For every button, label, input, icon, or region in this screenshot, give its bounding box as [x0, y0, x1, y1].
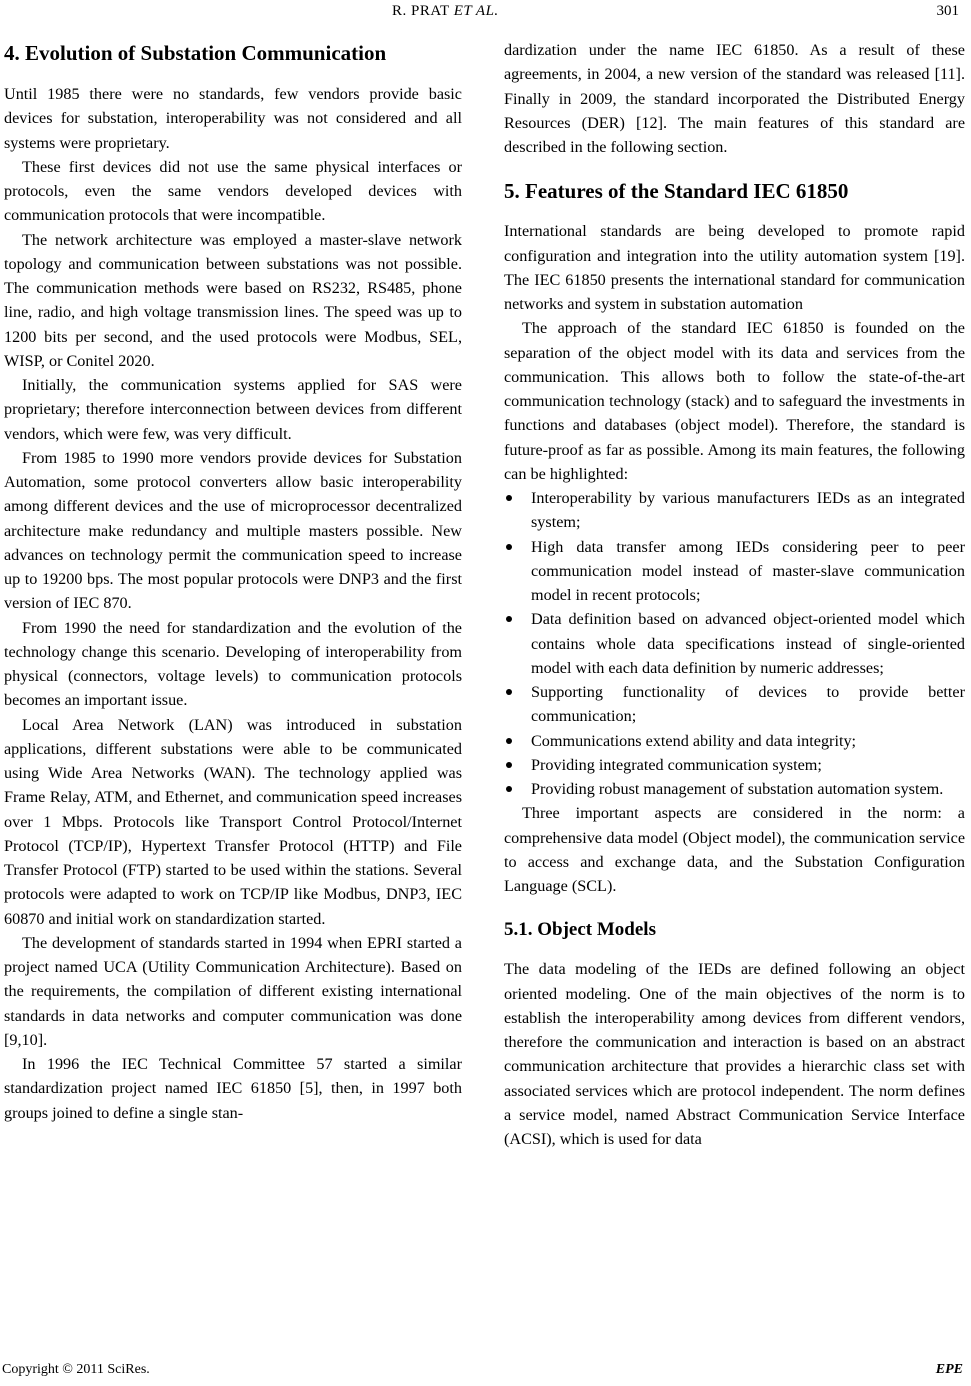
running-head-etal: ET AL.	[453, 3, 499, 19]
paragraph: These first devices did not use the same physical interfaces or protocols, even the same vendors developed devices with communication protocols that were incompatible.	[4, 157, 462, 225]
list-item	[504, 753, 965, 777]
paragraph: Three important aspects are considered in the norm: a comprehensive data model (Object model), the communication service to access and exchange data, and the Substation Configuration Language (SCL).	[504, 804, 965, 895]
paragraph: Initially, the communication systems applied for SAS were proprietary; therefore interconnection between devices from different vendors, which were few, was very difficult.	[4, 376, 462, 443]
list-item-text: High data transfer among IEDs considering peer to peer communication model instead of master-slave communication model in recent protocols;	[531, 537, 965, 604]
paragraph: Local Area Network (LAN) was introduced in substation applications, different substations were able to be communicated using Wide Area Networks (WAN). The technology applied was Frame Relay, ATM, and Ethernet, and communication speed increases over 1 Mbps. Protocols like Transport Control Protocol/Internet Protocol (TCP/IP), Hypertext Transfer Protocol (HTTP) and File Transfer Protocol (FTP) started to be used within the stations. Several protocols were adapted to work on TCP/IP like Modbus, DNP3, IEC 60870 and initial work on standardization started.	[4, 715, 462, 928]
running-head-author: R. PRAT	[392, 3, 450, 19]
list-item	[504, 680, 965, 729]
right-column	[504, 38, 965, 1151]
list-item-text: Communications extend ability and data integrity;	[531, 731, 857, 750]
page-number: 301	[936, 3, 959, 19]
list-item-text: Interoperability by various manufacturers IEDs as an integrated system;	[531, 489, 965, 532]
features-list	[504, 486, 965, 801]
list-item	[504, 535, 965, 608]
list-item-text: Supporting functionality of devices to provide better communication;	[531, 683, 965, 726]
paragraph: The development of standards started in 1994 when EPRI started a project named UCA (Utility Communication Architecture). Based on the requirements, the compilation of different existing international standards in data networks and computer communication was done [9,10].	[4, 933, 462, 1049]
left-column	[4, 38, 462, 1125]
bullet-icon	[506, 689, 512, 695]
page-header	[0, 0, 971, 24]
paragraph: International standards are being developed to promote rapid configuration and integration into the utility automation system [19]. The IEC 61850 presents the international standard for communication networks and system in substation automation	[504, 222, 965, 313]
list-item	[504, 607, 965, 680]
bullet-icon	[506, 786, 512, 792]
section-5-heading: 5. Features of the Standard IEC 61850	[504, 179, 849, 204]
paragraph: The approach of the standard IEC 61850 is founded on the separation of the object model with its data and services from the communication. This allows both to follow the state-of-the-art communication technology (stack) and to safeguard the investments in functions and databases (object model). Therefore, the standard is future-proof as far as possible. Among its main features, the following can be highlighted:	[504, 319, 965, 483]
list-item-text: Providing integrated communication system;	[531, 755, 822, 774]
copyright-notice: Copyright © 2011 SciRes.	[2, 1362, 150, 1377]
list-item	[504, 777, 965, 801]
bullet-icon	[506, 738, 512, 744]
paragraph: From 1990 the need for standardization and the evolution of the technology change this scenario. Developing of interoperability from physical (connectors, voltage levels) to communication protocols becomes an important issue.	[4, 618, 462, 710]
journal-abbreviation: EPE	[935, 1362, 963, 1377]
list-item	[504, 486, 965, 535]
paragraph: The data modeling of the IEDs are defined following an object oriented modeling. One of the main objectives of the norm is to establish the interoperability among devices from different vendors, therefore the communication and interaction is based on an abstract communication architecture that provides a hierarchic class set with associated services which are protocol independent. The norm defines a service model, named Abstract Communication Service Interface (ACSI), which is used for data	[504, 960, 965, 1148]
bullet-icon	[506, 544, 512, 550]
list-item-text: Providing robust management of substation automation system.	[531, 780, 944, 798]
section-5-1-heading: 5.1. Object Models	[504, 919, 656, 941]
list-item-text: Data definition based on advanced object-oriented model which contains whole data specifications instead of single-oriented model with each data definition by numeric addresses;	[531, 610, 965, 677]
paragraph: In 1996 the IEC Technical Committee 57 started a similar standardization project named IEC 61850 [5], then, in 1997 both groups joined to define a single stan-	[4, 1055, 462, 1122]
list-item	[504, 729, 965, 753]
paragraph: Until 1985 there were no standards, few vendors provide basic devices for substation, interoperability was not considered and all systems were proprietary.	[4, 85, 462, 152]
paragraph: The network architecture was employed a master-slave network topology and communication between substations was not possible. The communication methods were based on RS232, RS485, phone line, radio, and high voltage transmission lines. The speed was up to 1200 bits per second, and the used protocols were Modbus, SEL, WISP, or Conitel 2020.	[4, 230, 462, 370]
bullet-icon	[506, 495, 512, 501]
running-head	[392, 3, 499, 20]
paragraph-continuation: dardization under the name IEC 61850. As a result of these agreements, in 2004, a new version of the standard was released [11]. Finally in 2009, the standard incorporated the Distributed Energy Resources (DER) [12]. The main features of this standard are described in the following section.	[504, 41, 965, 156]
section-4-heading: 4. Evolution of Substation Communication	[4, 41, 387, 65]
bullet-icon	[506, 616, 512, 622]
paragraph: From 1985 to 1990 more vendors provide devices for Substation Automation, some protocol converters allow basic interoperability among different devices and the use of microprocessor decentralized architecture make redundancy and multiple masters possible. New advances on technology permit the communication speed to increase up to 19200 bps. The most popular protocols were DNP3 and the first version of IEC 870.	[4, 448, 462, 613]
bullet-icon	[506, 762, 512, 768]
